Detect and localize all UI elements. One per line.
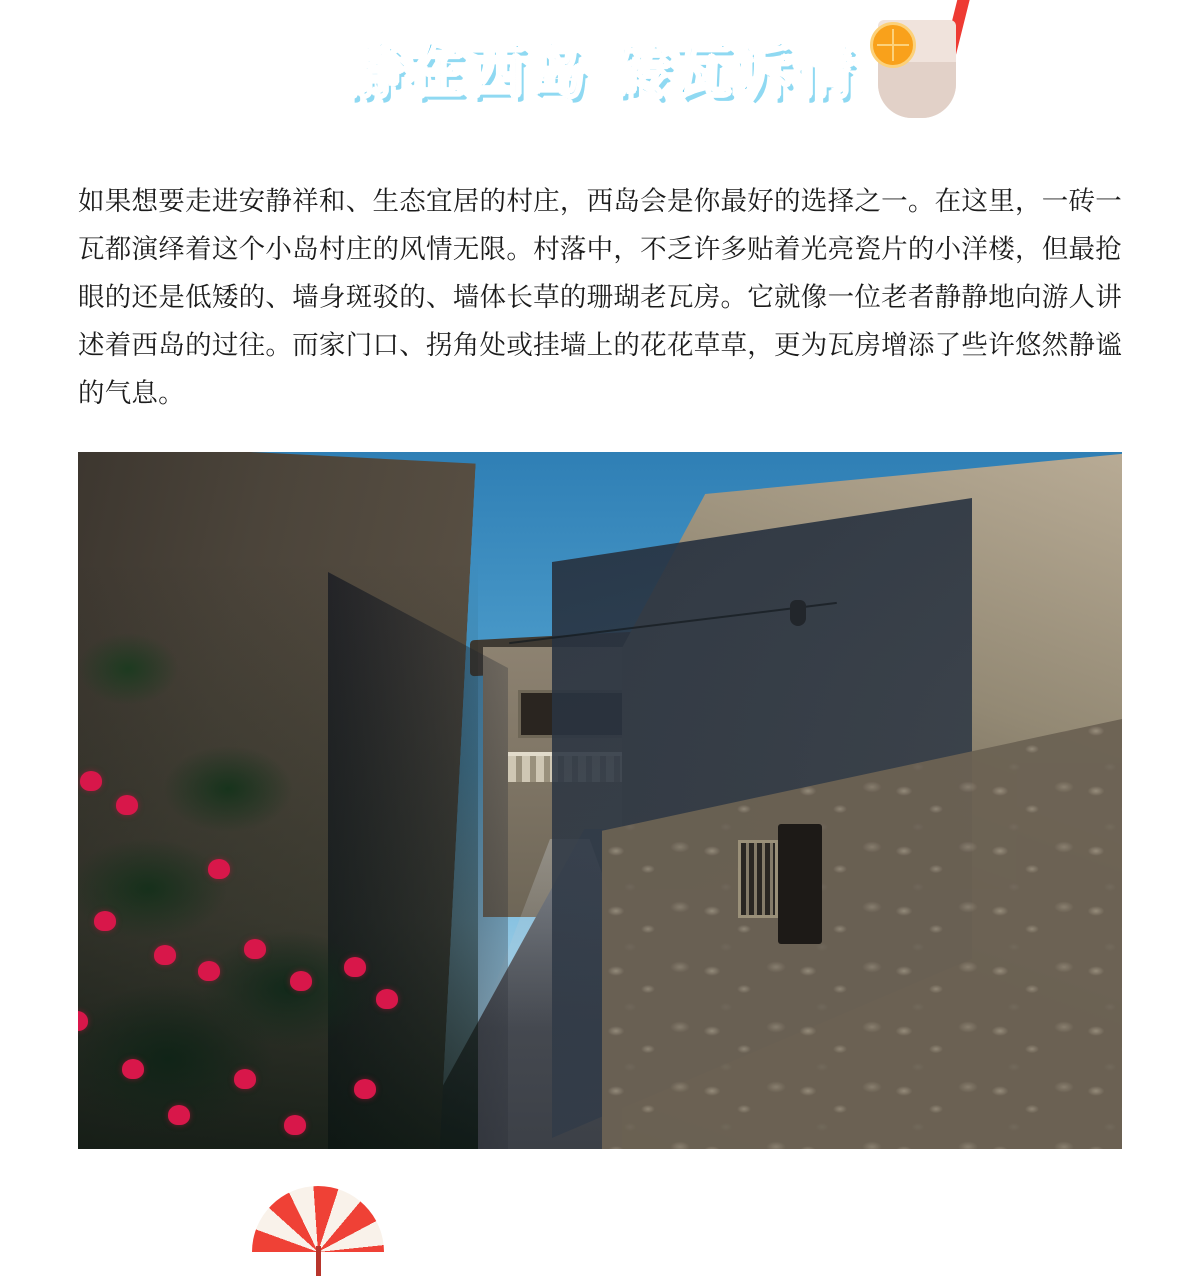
flower <box>116 795 138 815</box>
article-photo <box>78 452 1122 1149</box>
house-doorway <box>778 824 822 944</box>
flower <box>354 1079 376 1099</box>
drink-cup-icon <box>862 0 982 130</box>
flower <box>284 1115 306 1135</box>
page-title-wrap <box>0 37 1200 105</box>
flower <box>168 1105 190 1125</box>
article-paragraph: 如果想要走进安静祥和、生态宜居的村庄，西岛会是你最好的选择之一。在这里，一砖一瓦都演绎着这个小岛村庄的风情无限。村落中，不乏许多贴着光亮瓷片的小洋楼，但最抢眼的还是低矮的、墙身斑驳的、墙体长草的珊瑚老瓦房。它就像一位老者静静地向游人讲述着西岛的过往。而家门口、拐角处或挂墙上的花花草草，更为瓦房增添了些许悠然静谧的气息。 <box>78 186 1122 409</box>
umbrella-icon <box>252 1186 384 1256</box>
flower <box>80 771 102 791</box>
page-title: 静在西岛 砖瓦诉情 <box>344 37 856 105</box>
umbrella-pole <box>316 1246 321 1276</box>
flower <box>208 859 230 879</box>
flower <box>244 939 266 959</box>
flower <box>154 945 176 965</box>
flower <box>198 961 220 981</box>
stone-wall-window <box>738 840 778 918</box>
flower <box>234 1069 256 1089</box>
flower <box>344 957 366 977</box>
article-body <box>78 178 1122 418</box>
flower <box>78 1011 88 1031</box>
orange-slice-icon <box>870 22 916 68</box>
photo-canvas <box>78 452 1122 1149</box>
wall-lamp-icon <box>790 600 806 626</box>
glass-shade <box>878 62 956 118</box>
flower <box>290 971 312 991</box>
flower <box>122 1059 144 1079</box>
bougainvillea-bush <box>78 559 478 1149</box>
flower <box>94 911 116 931</box>
page-header <box>0 0 1200 150</box>
flower <box>376 989 398 1009</box>
umbrella-canopy <box>252 1186 384 1252</box>
